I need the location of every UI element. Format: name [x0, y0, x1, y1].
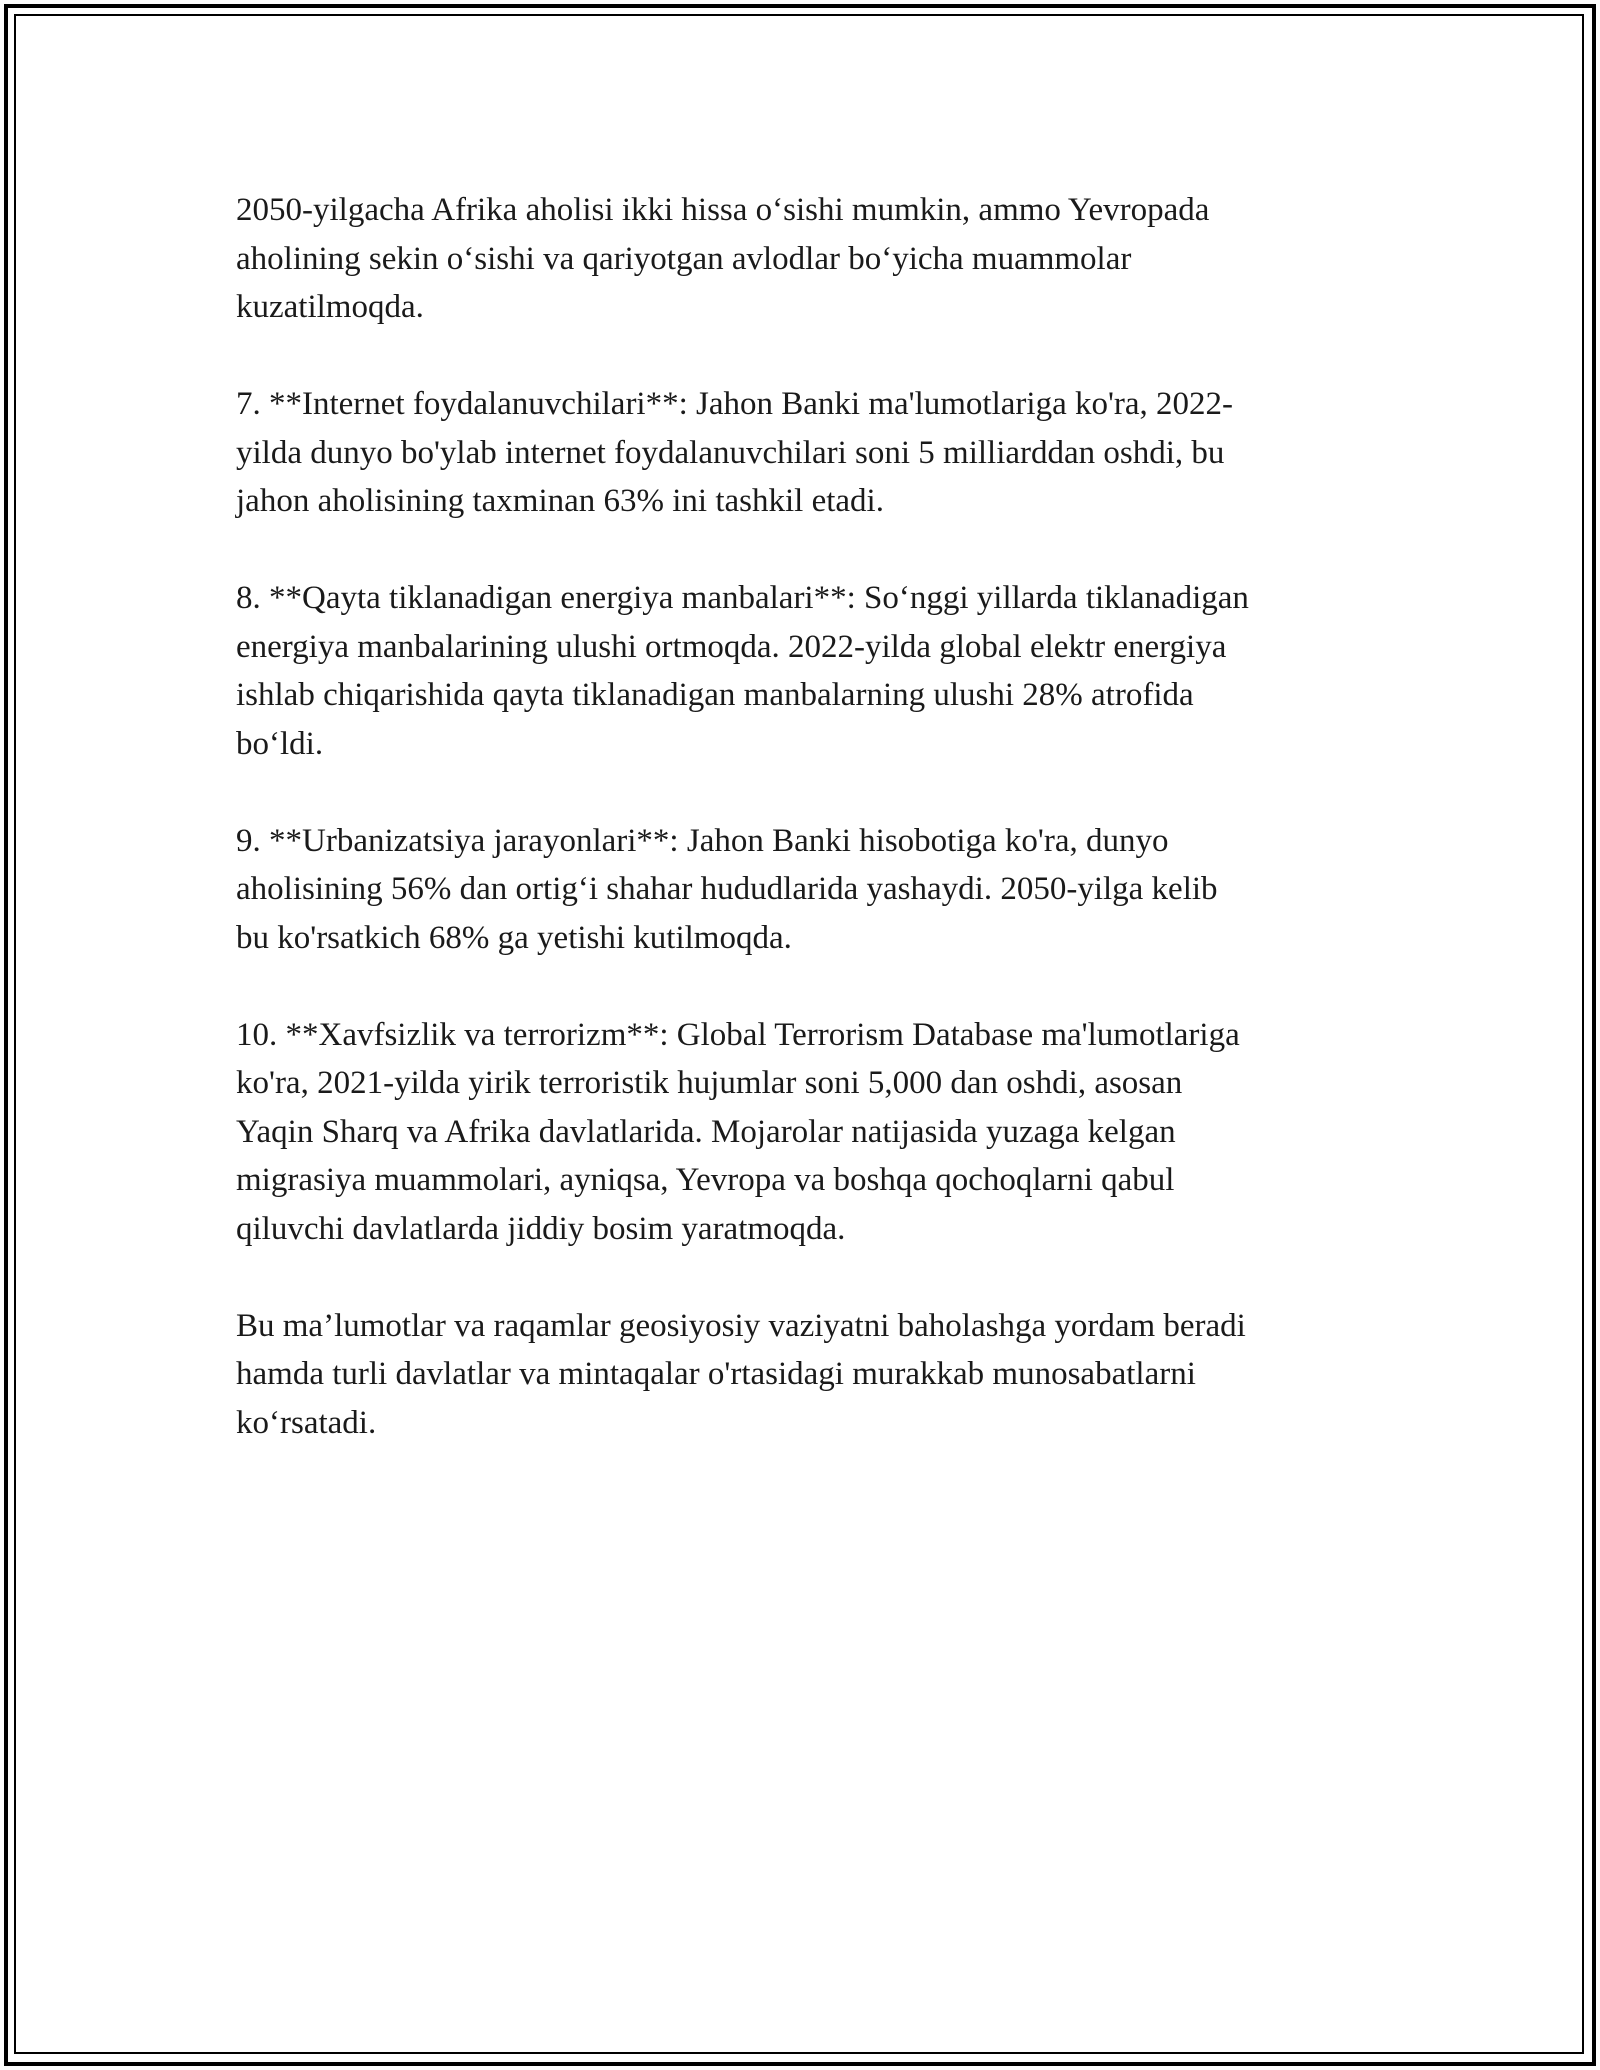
paragraph-urbanization: 9. **Urbanizatsiya jarayonlari**: Jahon Banki hisobotiga ko'ra, dunyo aholisining 56% dan ortig‘i shahar hududlarida yashaydi. 2050-yilga kelib bu ko'rsatkich 68% ga yetishi kutilmoqda. [236, 822, 1218, 956]
document-body [236, 186, 1386, 1496]
paragraph-africa-europe: 2050-yilgacha Afrika aholisi ikki hissa o‘sishi mumkin, ammo Yevropada aholining sekin o‘sishi va qariyotgan avlodlar bo‘yicha muammolar kuzatilmoqda. [236, 192, 1210, 325]
paragraph-renewable-energy: 8. **Qayta tiklanadigan energiya manbalari**: So‘nggi yillarda tiklanadigan energiya manbalarining ulushi ortmoqda. 2022-yilda global elektr energiya ishlab chiqarishida qayta tiklanadigan manbalarning ulushi 28% atrofida bo‘ldi. [236, 580, 1249, 762]
paragraph-internet-users: 7. **Internet foydalanuvchilari**: Jahon Banki ma'lumotlariga ko'ra, 2022- yilda dunyo bo'ylab internet foydalanuvchilari soni 5 milliarddan oshdi, bu jahon aholisining taxminan 63% ini tashkil etadi. [236, 386, 1234, 519]
paragraph-conclusion: Bu ma’lumotlar va raqamlar geosiyosiy vaziyatni baholashga yordam beradi hamda turli davlatlar va mintaqalar o'rtasidagi murakkab munosabatlarni ko‘rsatadi. [236, 1307, 1246, 1441]
paragraph-security-terrorism: 10. **Xavfsizlik va terrorizm**: Global Terrorism Database ma'lumotlariga ko'ra, 2021-yilda yirik terroristik hujumlar soni 5,000 dan oshdi, asosan Yaqin Sharq va Afrika davlatlarida. Mojarolar natijasida yuzaga kelgan migrasiya muammolari, ayniqsa, Yevropa va boshqa qochoqlarni qabul qiluvchi davlatlarda jiddiy bosim yaratmoqda. [236, 1016, 1240, 1247]
